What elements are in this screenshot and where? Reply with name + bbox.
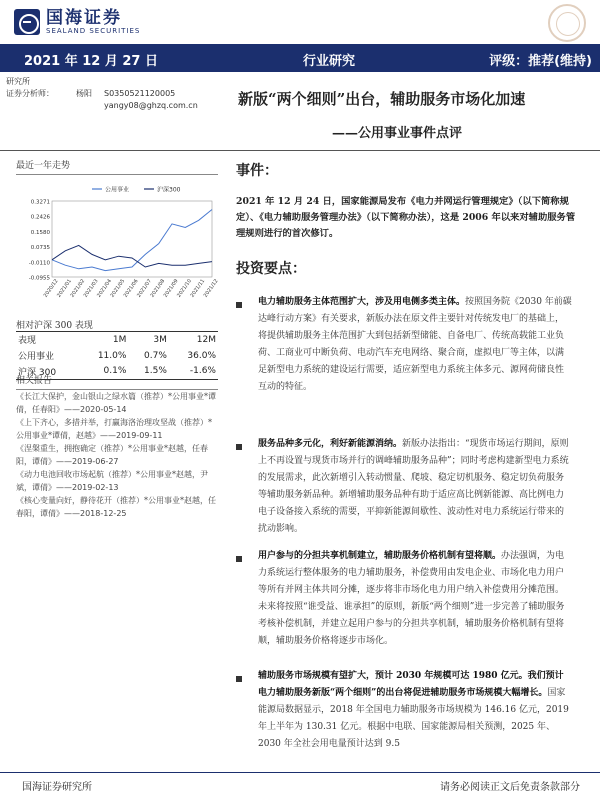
related-heading: 相关报告 bbox=[16, 373, 218, 390]
table-cell: 0.1% bbox=[79, 364, 128, 380]
trend-chart bbox=[16, 175, 218, 315]
table-cell: 1.5% bbox=[128, 364, 168, 380]
table-cell: 36.0% bbox=[187, 350, 216, 361]
brand-logo bbox=[14, 6, 140, 38]
related-report-item[interactable]: 《上下齐心，多措并举，打赢海洛治理攻坚战（推荐）*公用事业*谭倩，赵越》——2019-09-11 bbox=[16, 418, 212, 440]
point-paragraph: 辅助服务市场规模有望扩大，预计 2030 年规模可达 1980 亿元。我们预计电力辅助服务新版“两个细则”的出台将促进辅助服务市场规模大幅增长。国家能源局数据显示，2018 年全国电力辅助服务市场规模为 146.16 亿元，2019 年上半年为 130.31 亿元。根据中电联、国家能源局相关预测，2025 年、2030 年全社会用电量预计达到 9.5 bbox=[258, 671, 569, 749]
table-cell: 公用事业 bbox=[18, 352, 55, 362]
sidebar bbox=[16, 158, 218, 315]
analyst-name: 杨阳 bbox=[76, 89, 92, 98]
related-report-item[interactable]: 《长江大保护，金山银山之绿水篇（推荐）*公用事业*谭倩，任春阳》——2020-05-14 bbox=[16, 392, 216, 414]
y-tick-label: -0.0110 bbox=[28, 260, 50, 267]
y-tick-label: 0.2426 bbox=[30, 214, 50, 221]
event-text: 2021 年 12 月 24 日，国家能源局发布《电力并网运行管理规定》（以下简称规定）、《电力辅助服务管理办法》（以下简称办法），这是 2006 年以来对辅助服务管理规则进行的首次修订。 bbox=[236, 196, 576, 239]
point-paragraph: 电力辅助服务主体范围扩大，涉及用电侧多类主体。按照国务院《2030 年前碳达峰行动方案》有关要求，新版办法在原文件主要针对传统发电厂的基础上，将提供辅助服务主体范围扩大到包括新型储能、自备电厂、传统高载能工业负荷、工商业可中断负荷、电动汽车充电网络、聚合商，虚拟电厂等主体，以满足新型电力系统的建设运行需要，适应新型电力系统主体多元、源网荷储良性互动的特征。 bbox=[258, 297, 572, 392]
divider bbox=[0, 150, 600, 151]
table-cell: 11.0% bbox=[97, 350, 127, 361]
series-line bbox=[52, 210, 212, 271]
plot-area bbox=[52, 201, 212, 277]
table-header-cell: 3M bbox=[128, 332, 168, 348]
footer-disclaimer: 请务必阅读正文后免责条款部分 bbox=[440, 782, 580, 793]
x-tick-label: 2021/01 bbox=[56, 278, 73, 299]
bullet-icon bbox=[236, 302, 242, 308]
y-tick-label: 0.1580 bbox=[30, 229, 50, 236]
point-paragraph: 用户参与的分担共享机制建立，辅助服务价格机制有望将顺。办法强调，为电力系统运行整体服务的电力辅助服务，补偿费用由发电企业、市场化电力用户等所有并网主体共同分摊，逐步将非市场化电力用户纳入补偿费用分摊范围。未来将按照“谁受益、谁承担”的原则，新版“两个细则”进一步完善了辅助服务考核补偿机制，并建立起用户参与的分担共享机制，辅助服务价格机制有望将顺，辅助服务价格将逐步市场化。 bbox=[258, 551, 565, 646]
table-header-cell: 12M bbox=[169, 332, 218, 348]
related-report-item[interactable]: 《核心变量向好，静待花开（推荐）*公用事业*赵越，任春阳，谭倩》——2018-12-25 bbox=[16, 496, 216, 518]
x-tick-label: 2021/02 bbox=[69, 278, 87, 299]
related-reports bbox=[16, 390, 218, 520]
table-header-row bbox=[16, 332, 218, 348]
report-date: 2021 年 12 月 27 日 bbox=[24, 54, 158, 69]
bullet-icon bbox=[236, 444, 242, 450]
series-line bbox=[52, 245, 212, 267]
legend-label: 公用事业 bbox=[105, 186, 130, 194]
points-heading: 投资要点： bbox=[236, 261, 306, 277]
report-subtitle: ——公用事业事件点评 bbox=[332, 126, 463, 141]
x-tick-label: 2021/06 bbox=[122, 278, 140, 299]
trend-chart-svg bbox=[16, 175, 218, 315]
y-tick-label: -0.0955 bbox=[28, 275, 50, 282]
x-tick-label: 2021/07 bbox=[136, 278, 153, 299]
x-tick-label: 2021/10 bbox=[176, 278, 193, 299]
analyst-license: S0350521120005 bbox=[104, 89, 176, 98]
table-cell: 0.7% bbox=[144, 350, 167, 361]
bullet-icon bbox=[236, 676, 242, 682]
trend-heading: 最近一年走势 bbox=[16, 158, 218, 175]
brand-name-en: SEALAND SECURITIES bbox=[46, 27, 141, 35]
table-header-cell: 表现 bbox=[16, 332, 79, 348]
footer-divider bbox=[0, 772, 600, 773]
analyst-email[interactable]: yangy08@ghzq.com.cn bbox=[104, 101, 198, 110]
y-tick-label: 0.0735 bbox=[30, 245, 50, 252]
x-tick-label: 2021/05 bbox=[109, 278, 127, 299]
bullet-icon bbox=[236, 556, 242, 562]
analyst-info bbox=[6, 76, 198, 112]
x-tick-label: 2021/08 bbox=[149, 278, 167, 299]
analyst-label: 证券分析师： bbox=[6, 89, 54, 98]
table-cell: -1.6% bbox=[169, 364, 218, 380]
brand-name: 国海证券 bbox=[46, 8, 122, 28]
report-rating: 评级：推荐(维持) bbox=[489, 54, 592, 69]
x-tick-label: 2021/09 bbox=[162, 278, 180, 299]
report-type: 行业研究 bbox=[303, 54, 356, 69]
analyst-role: 研究所 bbox=[6, 77, 30, 86]
table-cell: 沪深 300 bbox=[16, 364, 79, 380]
header-banner bbox=[0, 44, 600, 72]
performance-heading: 相对沪深 300 表现 bbox=[16, 321, 93, 331]
x-tick-label: 2021/12 bbox=[202, 278, 218, 299]
related-report-item[interactable]: 《涅槃重生，拥抱确定（推荐）*公用事业*赵越，任春阳，谭倩》——2019-06-27 bbox=[16, 444, 208, 466]
related-report-item[interactable]: 《动力电池回收市场起航（推荐）*公用事业*赵越，尹斌，谭倩》——2019-02-13 bbox=[16, 470, 208, 492]
x-tick-label: 2021/03 bbox=[82, 278, 100, 299]
point-paragraph: 服务品种多元化，利好新能源消纳。新版办法指出：“现货市场运行期间，原则上不再设置与现货市场并行的调峰辅助服务品种”；同时考虑构建新型电力系统的发展需求，此次新增引入转动惯量、爬坡、稳定切机服务、稳定切负荷服务等辅助服务新品种。新增辅助服务品种有助于适应高比例新能源、高比例电力电子设备接入系统的需要，平抑新能源间歇性、波动性对电力系统运行带来的扰动影响。 bbox=[258, 439, 569, 534]
x-tick-label: 2021/11 bbox=[189, 278, 207, 299]
table-row bbox=[16, 348, 218, 364]
event-heading: 事件： bbox=[236, 163, 278, 179]
report-title: 新版“两个细则”出台，辅助服务市场化加速 bbox=[238, 90, 526, 108]
x-tick-label: 2021/04 bbox=[96, 278, 113, 299]
legend-label: 沪深300 bbox=[157, 186, 181, 194]
table-header-cell: 1M bbox=[79, 332, 128, 348]
footer-left: 国海证券研究所 bbox=[22, 782, 92, 793]
brand-logo-icon bbox=[14, 9, 40, 35]
seal-stamp-icon bbox=[548, 4, 586, 42]
y-tick-label: 0.3271 bbox=[30, 199, 50, 206]
x-tick-label: 2020/12 bbox=[42, 278, 60, 299]
